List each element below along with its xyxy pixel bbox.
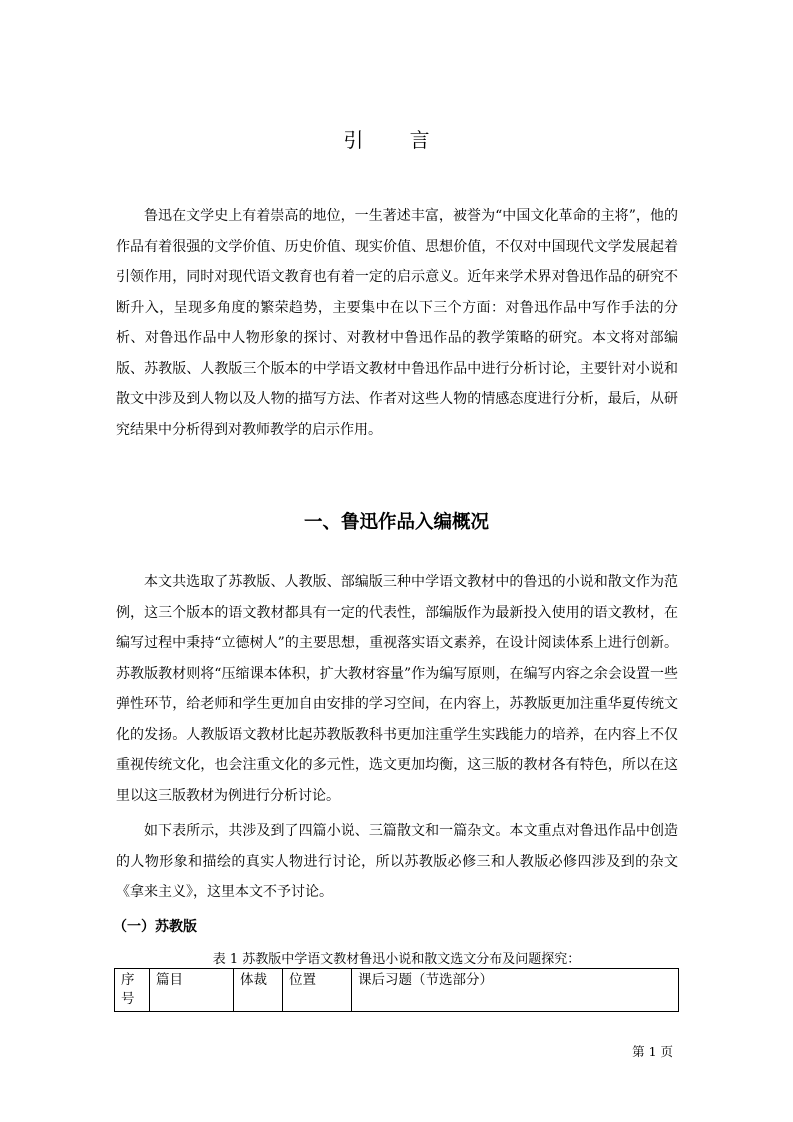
table-header-row xyxy=(115,969,679,1012)
section-heading: 一、鲁迅作品入编概况 xyxy=(303,512,489,533)
subsection-heading: （一）苏教版 xyxy=(113,919,197,935)
selection-table xyxy=(114,968,679,1012)
intro-title: 引 言 xyxy=(343,128,450,152)
section-paragraph-2: 如下表所示，共涉及到了四篇小说、三篇散文和一篇杂文。本文重点对鲁迅作品中创造的人物形象和描绘的真实人物进行讨论，所以苏教版必修三和人教版必修四涉及到的杂文《拿来主义》，这里本文不予讨论。 xyxy=(116,823,678,900)
page-number: 第 1 页 xyxy=(632,1044,673,1059)
header-cell-location: 位置 xyxy=(283,969,352,1012)
intro-paragraph: 鲁迅在文学史上有着崇高的地位，一生著述丰富，被誉为“中国文化革命的主将”，他的作品有着很强的文学价值、历史价值、现实价值、思想价值，不仅对中国现代文学发展起着引领作用，同时对现代语文教育也有着一定的启示意义。近年来学术界对鲁迅作品的研究不断升入，呈现多角度的繁荣趋势，主要集中在以下三个方面：对鲁迅作品中写作手法的分析、对鲁迅作品中人物形象的探讨、对教材中鲁迅作品的教学策略的研究。本文将对部编版、苏教版、人教版三个版本的中学语文教材中鲁迅作品中进行分析讨论，主要针对小说和散文中涉及到人物以及人物的描写方法、作者对这些人物的情感态度进行分析，最后，从研究结果中分析得到对教师教学的启示作用。 xyxy=(116,208,678,438)
table-caption: 表 1 苏教版中学语文教材鲁迅小说和散文选文分布及问题探究： xyxy=(212,952,581,967)
section-paragraph-1: 本文共选取了苏教版、人教版、部编版三种中学语文教材中的鲁迅的小说和散文作为范例，这三个版本的语文教材都具有一定的代表性，部编版作为最新投入使用的语文教材，在编写过程中秉持“立德树人”的主要思想，重视落实语文素养，在设计阅读体系上进行创新。苏教版教材则将“压缩课本体积，扩大教材容量”作为编写原则，在编写内容之余会设置一些弹性环节，给老师和学生更加自由安排的学习空间，在内容上，苏教版更加注重华夏传统文化的发扬。人教版语文教材比起苏教版教科书更加注重学生实践能力的培养，在内容上不仅重视传统文化，也会注重文化的多元性，选文更加均衡，这三版的教材各有特色，所以在这里以这三版教材为例进行分析讨论。 xyxy=(116,574,678,804)
header-cell-exercises: 课后习题（节选部分） xyxy=(352,969,679,1012)
header-cell-title: 篇目 xyxy=(150,969,234,1012)
header-cell-index: 序号 xyxy=(115,969,150,1012)
header-cell-genre: 体裁 xyxy=(234,969,283,1012)
